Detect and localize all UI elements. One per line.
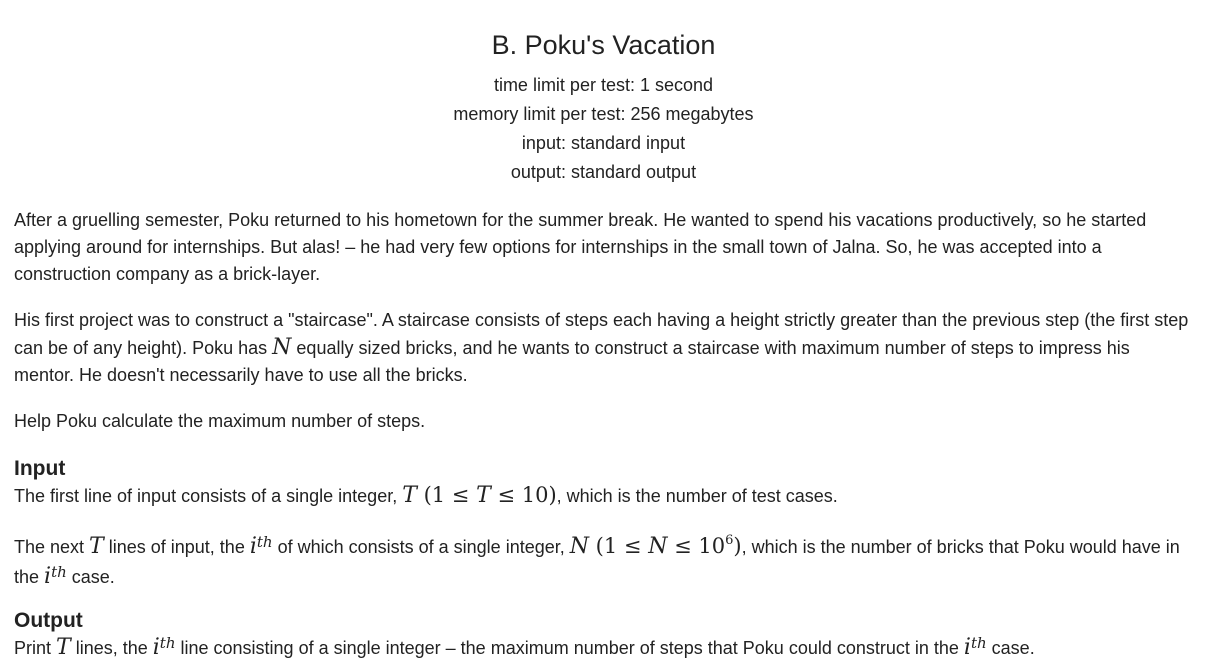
- math-var-n: N: [648, 534, 668, 559]
- memory-limit-value: 256 megabytes: [630, 104, 754, 124]
- input-text: , which is the number of test cases.: [556, 486, 838, 506]
- output-specification: [14, 608, 1193, 662]
- math-constraint-close: ≤ 10): [490, 483, 557, 507]
- math-var-t: T: [56, 635, 71, 660]
- math-var-i: i: [44, 564, 52, 589]
- statement-paragraph-3: Help Poku calculate the maximum number of steps.: [14, 411, 426, 431]
- input-heading: Input: [14, 457, 66, 480]
- time-limit-value: 1 second: [639, 75, 714, 95]
- time-limit: [14, 71, 1193, 100]
- time-limit-label: time limit per test:: [493, 75, 635, 95]
- output-file: [14, 158, 1193, 187]
- input-text: The next: [14, 537, 90, 557]
- math-superscript-th: th: [256, 533, 273, 551]
- math-var-t: T: [89, 534, 104, 559]
- output-heading: Output: [14, 609, 83, 632]
- input-text: of which consists of a single integer,: [272, 537, 570, 557]
- input-specification: [14, 456, 1193, 592]
- memory-limit: [14, 100, 1193, 129]
- input-text: , which is the number of bricks that Poku would have in the: [14, 537, 1180, 587]
- statement-paragraph-2: [14, 307, 1193, 389]
- math-var-i: i: [152, 635, 160, 660]
- output-file-value: standard output: [570, 162, 697, 182]
- math-var-t: T: [402, 483, 417, 508]
- math-var-t: T: [476, 483, 491, 508]
- math-var-n: N: [569, 534, 589, 559]
- output-text: Print: [14, 638, 57, 658]
- problem-statement: [14, 207, 1193, 435]
- math-exponent: 6: [725, 533, 734, 548]
- output-text: case.: [986, 638, 1035, 658]
- output-file-label: output:: [510, 162, 566, 182]
- output-text: lines, the: [70, 638, 153, 658]
- input-line-2: [14, 531, 1193, 592]
- statement-text: equally sized bricks, and he wants to construct a staircase with maximum number of steps to impress his mentor. He doesn't necessarily have to use all the bricks.: [14, 338, 1130, 385]
- math-constraint-close: ): [733, 534, 742, 558]
- input-text: case.: [66, 567, 115, 587]
- statement-text: His first project was to construct a "staircase". A staircase consists of steps each having a height strictly greater than the previous step (the first step can be of any height). Poku has: [14, 310, 1189, 358]
- input-file-label: input:: [521, 133, 566, 153]
- problem-header: [14, 0, 1193, 187]
- statement-paragraph-1: After a gruelling semester, Poku returned to his hometown for the summer break. He wanted to spend his vacations productively, so he started applying around for internships. But alas! – he had very few options for internships in the small town of Jalna. So, he was accepted into a construction company as a brick-layer.: [14, 210, 1147, 284]
- math-var-i: i: [249, 534, 257, 559]
- memory-limit-label: memory limit per test:: [453, 104, 626, 124]
- input-file-value: standard input: [570, 133, 686, 153]
- math-superscript-th: th: [159, 634, 176, 652]
- math-superscript-th: th: [970, 634, 987, 652]
- input-text: The first line of input consists of a single integer,: [14, 486, 403, 506]
- math-constraint-mid: ≤ 10: [667, 534, 726, 558]
- output-line-1: [14, 634, 1193, 662]
- input-line-1: [14, 482, 1193, 510]
- math-constraint-open: (1 ≤: [416, 483, 477, 507]
- math-superscript-th: th: [51, 563, 67, 581]
- math-var-i: i: [963, 635, 971, 660]
- input-text: lines of input, the: [103, 537, 250, 557]
- math-var-n: N: [272, 335, 292, 360]
- problem-title: B. Poku's Vacation: [491, 30, 716, 60]
- math-constraint-open: (1 ≤: [589, 534, 649, 558]
- input-file: [14, 129, 1193, 158]
- output-text: line consisting of a single integer – the maximum number of steps that Poku could construct in the: [175, 638, 964, 658]
